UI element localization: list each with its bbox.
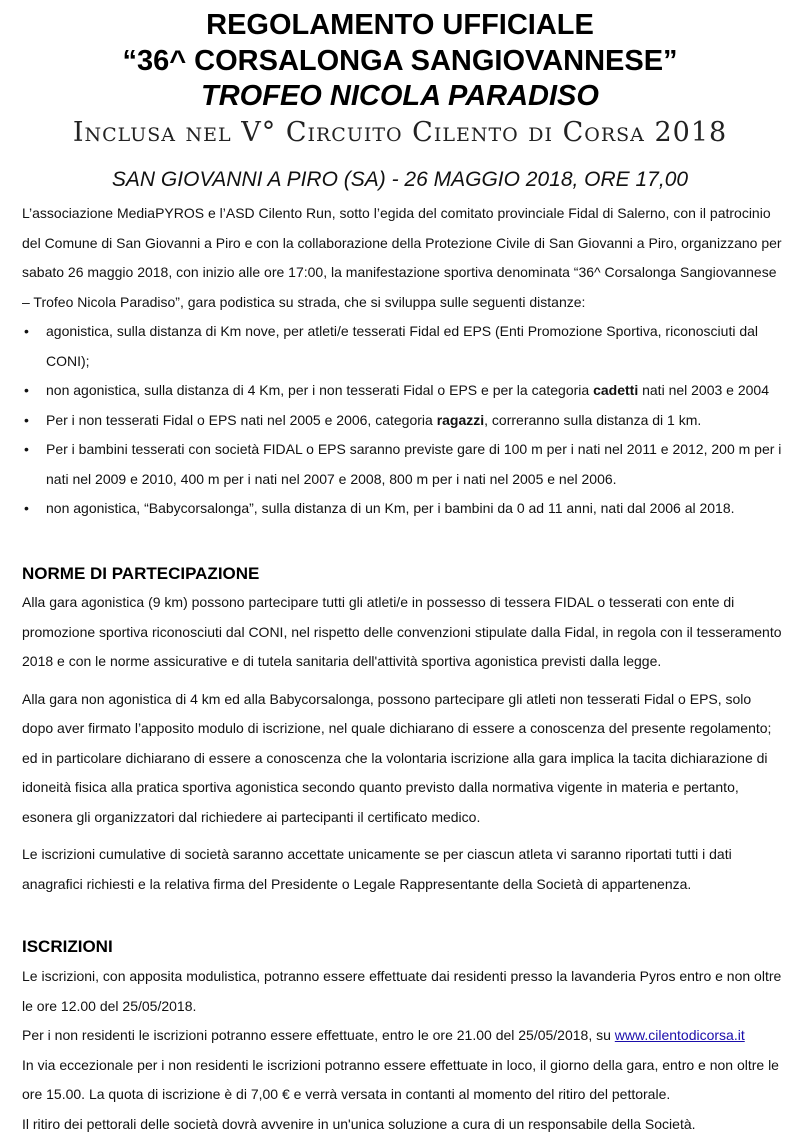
- norme-paragraph-2: Alla gara non agonistica di 4 km ed alla Babycorsalonga, possono partecipare gli atleti non tesserati Fidal o EPS, solo dopo aver firmato l’apposito modulo di iscrizione, nel quale dichiarano di essere a conoscenza del presente regolamento; ed in particolare dichiarano di essere a conoscenza che la volontaria iscrizione alla gara implica la tacita dichiarazione di idoneità fisica alla pratica sportiva agonistica secondo quanto previsto dalla normativa vigente in materia e pertanto, esonera gli organizzatori dal richiedere ai partecipanti il certificato medico.: [22, 690, 772, 825]
- bullet-bold-text: ragazzi: [436, 411, 485, 428]
- intro-section: [22, 199, 786, 524]
- norme-paragraph-3: Le iscrizioni cumulative di società saranno accettate unicamente se per ciascun atleta vi saranno riportati tutti i dati anagrafici richiesti e la relativa firma del Presidente o Legale Rappresentante della Società di appartenenza.: [22, 846, 732, 892]
- norme-section: [22, 588, 786, 899]
- list-item: [22, 406, 786, 436]
- bullet-text: nati nel 2003 e 2004: [638, 382, 769, 398]
- list-item: [22, 435, 786, 494]
- norme-paragraph-1: Alla gara agonistica (9 km) possono partecipare tutti gli atleti/e in possesso di tessera FIDAL o tesserati con ente di promozione sportiva riconosciuti dal CONI, nel rispetto delle convenzioni stipulate dalla Fidal, in regola con il tesseramento 2018 e con le norme assicurative e di tutela sanitaria dell'attività sportiva agonistica previsti dalla legge.: [22, 594, 782, 669]
- trophy-name: TROFEO NICOLA PARADISO: [201, 80, 599, 112]
- event-name: “36^ CORSALONGA SANGIOVANNESE”: [122, 45, 678, 77]
- iscrizioni-section: [22, 962, 786, 1139]
- iscrizioni-paragraph-1: Le iscrizioni, con apposita modulistica, potranno essere effettuate dai residenti presso la lavanderia Pyros entro e non oltre le ore 12.00 del 25/05/2018.: [22, 968, 782, 1014]
- list-item: [22, 494, 786, 524]
- event-date-location: SAN GIOVANNI A PIRO (SA) - 26 MAGGIO 2018, ORE 17,00: [111, 168, 689, 191]
- section-heading-iscrizioni: ISCRIZIONI: [22, 937, 113, 956]
- distance-list: [22, 317, 786, 524]
- bullet-text: agonistica, sulla distanza di Km nove, per atleti/e tesserati Fidal ed EPS (Enti Promozione Sportiva, riconosciuti dal CONI);: [46, 323, 759, 369]
- bullet-text: , correranno sulla distanza di 1 km.: [484, 411, 702, 428]
- iscrizioni-paragraph-3: In via eccezionale per i non residenti le iscrizioni potranno essere effettuate in loco, il giorno della gara, entro e non oltre le ore 15.00. La quota di iscrizione è di 7,00 € e verrà versata in contanti al momento del ritiro del pettorale.: [22, 1056, 779, 1102]
- bullet-text: Per i non tesserati Fidal o EPS nati nel 2005 e 2006, categoria: [46, 411, 437, 428]
- bullet-text: non agonistica, “Babycorsalonga”, sulla distanza di un Km, per i bambini da 0 ad 11 anni, nati dal 2006 al 2018.: [46, 500, 735, 516]
- iscrizioni-paragraph-2-text: Per i non residenti le iscrizioni potranno essere effettuate, entro le ore 21.00 del 25/05/2018, su: [22, 1027, 615, 1043]
- intro-paragraph: L’associazione MediaPYROS e l’ASD Cilento Run, sotto l’egida del comitato provinciale Fidal di Salerno, con il patrocinio del Comune di San Giovanni a Piro e con la collaborazione della Protezione Civile di San Giovanni a Piro, organizzano per sabato 26 maggio 2018, con inizio alle ore 17:00, la manifestazione sportiva denominata “36^ Corsalonga Sangiovannese – Trofeo Nicola Paradiso”, gara podistica su strada, che si sviluppa sulle seguenti distanze:: [22, 205, 782, 310]
- bullet-text: Per i bambini tesserati con società FIDAL o EPS saranno previste gare di 100 m per i nati nel 2011 e 2012, 200 m per i nati nel 2009 e 2010, 400 m per i nati nel 2007 e 2008, 800 m per i nati nel 2005 e nel 2006.: [46, 441, 782, 487]
- list-item: [22, 317, 786, 376]
- list-item: [22, 376, 786, 406]
- document-title: REGOLAMENTO UFFICIALE: [206, 9, 594, 41]
- bullet-bold-text: cadetti: [593, 382, 639, 398]
- iscrizioni-paragraph-2: [22, 1021, 786, 1051]
- iscrizioni-paragraph-4: Il ritiro dei pettorali delle società dovrà avvenire in un'unica soluzione a cura di un responsabile della Società.: [22, 1115, 696, 1132]
- section-heading-norme: NORME DI PARTECIPAZIONE: [22, 564, 260, 583]
- circuit-subtitle: Inclusa nel V° Circuito Cilento di Corsa 2018: [72, 117, 728, 148]
- bullet-text: non agonistica, sulla distanza di 4 Km, per i non tesserati Fidal o EPS e per la categoria: [46, 382, 594, 398]
- website-link[interactable]: www.cilentodicorsa.it: [614, 1027, 745, 1043]
